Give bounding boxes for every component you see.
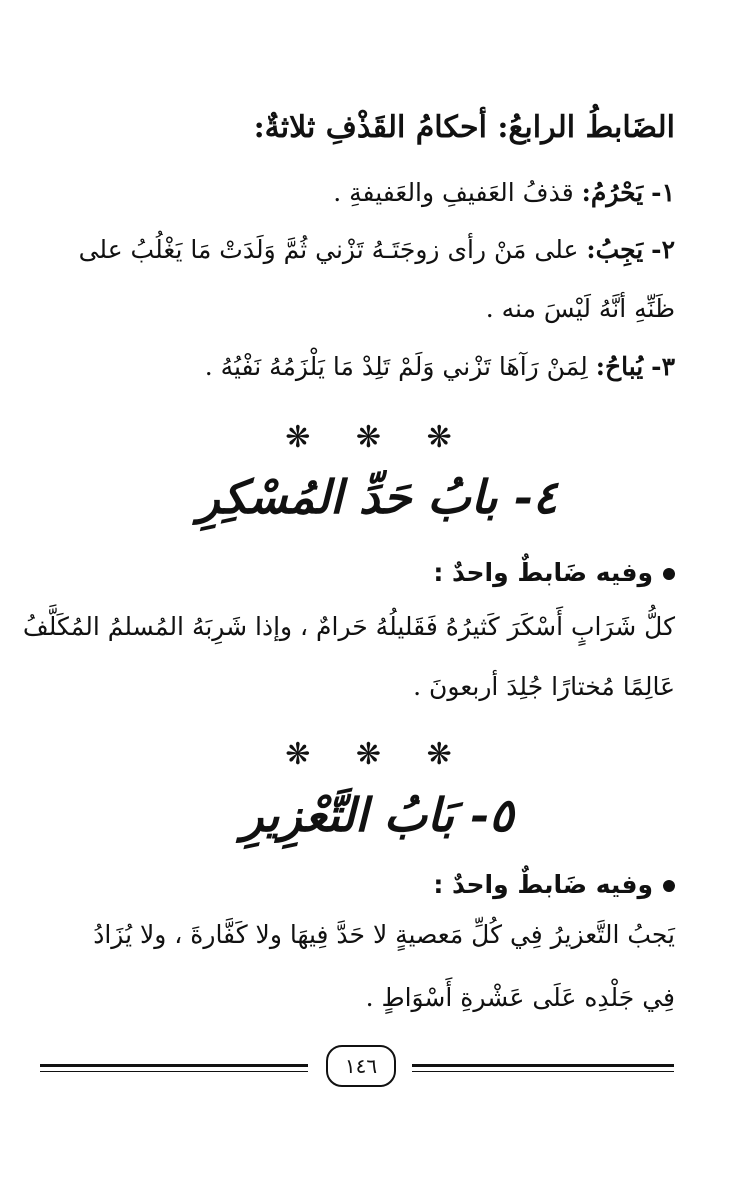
- footer-rule-right: [412, 1064, 674, 1067]
- list-item-2: [35, 235, 675, 264]
- item-number: ٢-: [651, 235, 675, 264]
- paragraph-line: يَجبُ التَّعزيرُ فِي كُلِّ مَعصيةٍ لا حَدَّ فِيهَا ولا كَفَّارةَ ، ولا يُزَادُ: [93, 920, 675, 949]
- chapter-title-intoxicants: ٤- بابُ حَدِّ المُسْكِرِ: [197, 470, 558, 524]
- item-number: ٣-: [651, 352, 675, 381]
- rule-heading: الضَابطُ الرابعُ: أحكامُ القَذْفِ ثلاثةٌ:: [253, 110, 675, 145]
- list-item-2-continuation: ظَنِّهِ أنَّهُ لَيْسَ منه .: [485, 294, 675, 323]
- paragraph-line: فِي جَلْدِه عَلَى عَشْرةِ أَسْوَاطٍ .: [365, 983, 675, 1012]
- item-text: لِمَنْ رَآهَا تَزْني وَلَمْ تَلِدْ مَا يَلْزَمُهُ نَفْيُهُ .: [204, 352, 596, 381]
- section-separator: ❋ ❋ ❋: [285, 420, 470, 455]
- bullet-icon: [663, 880, 675, 892]
- bullet-icon: [663, 568, 675, 580]
- subsection-heading-text: وفيه ضَابطٌ واحدٌ :: [433, 558, 653, 587]
- paragraph-line: كلُّ شَرَابٍ أَسْكَرَ كَثيرُهُ فَقَليلُهُ حَرامٌ ، وإذا شَرِبَهُ المُسلمُ المُكَلَّفُ: [22, 612, 675, 641]
- list-item-1: [55, 178, 675, 207]
- item-keyword: يُباحُ:: [595, 352, 644, 381]
- subsection-heading: [433, 558, 675, 587]
- item-number: ١-: [651, 178, 675, 207]
- item-keyword: يَجِبُ:: [586, 235, 644, 264]
- item-text: قذفُ العَفيفِ والعَفيفةِ .: [333, 178, 582, 207]
- chapter-title-tazir: ٥- بَابُ التَّعْزِيرِ: [241, 788, 514, 842]
- item-text: على مَنْ رأى زوجَتَـهُ تَزْني ثُمَّ وَلَدَتْ مَا يَغْلُبُ على: [78, 235, 587, 264]
- paragraph-line: عَالِمًا مُختارًا جُلِدَ أربعونَ .: [413, 672, 675, 701]
- subsection-heading: [433, 870, 675, 899]
- page-number: ١٤٦: [326, 1045, 396, 1087]
- item-keyword: يَحْرُمُ:: [581, 178, 644, 207]
- footer-rule-left: [40, 1064, 308, 1067]
- list-item-3: [55, 352, 675, 381]
- section-separator: ❋ ❋ ❋: [285, 737, 470, 772]
- subsection-heading-text: وفيه ضَابطٌ واحدٌ :: [433, 870, 653, 899]
